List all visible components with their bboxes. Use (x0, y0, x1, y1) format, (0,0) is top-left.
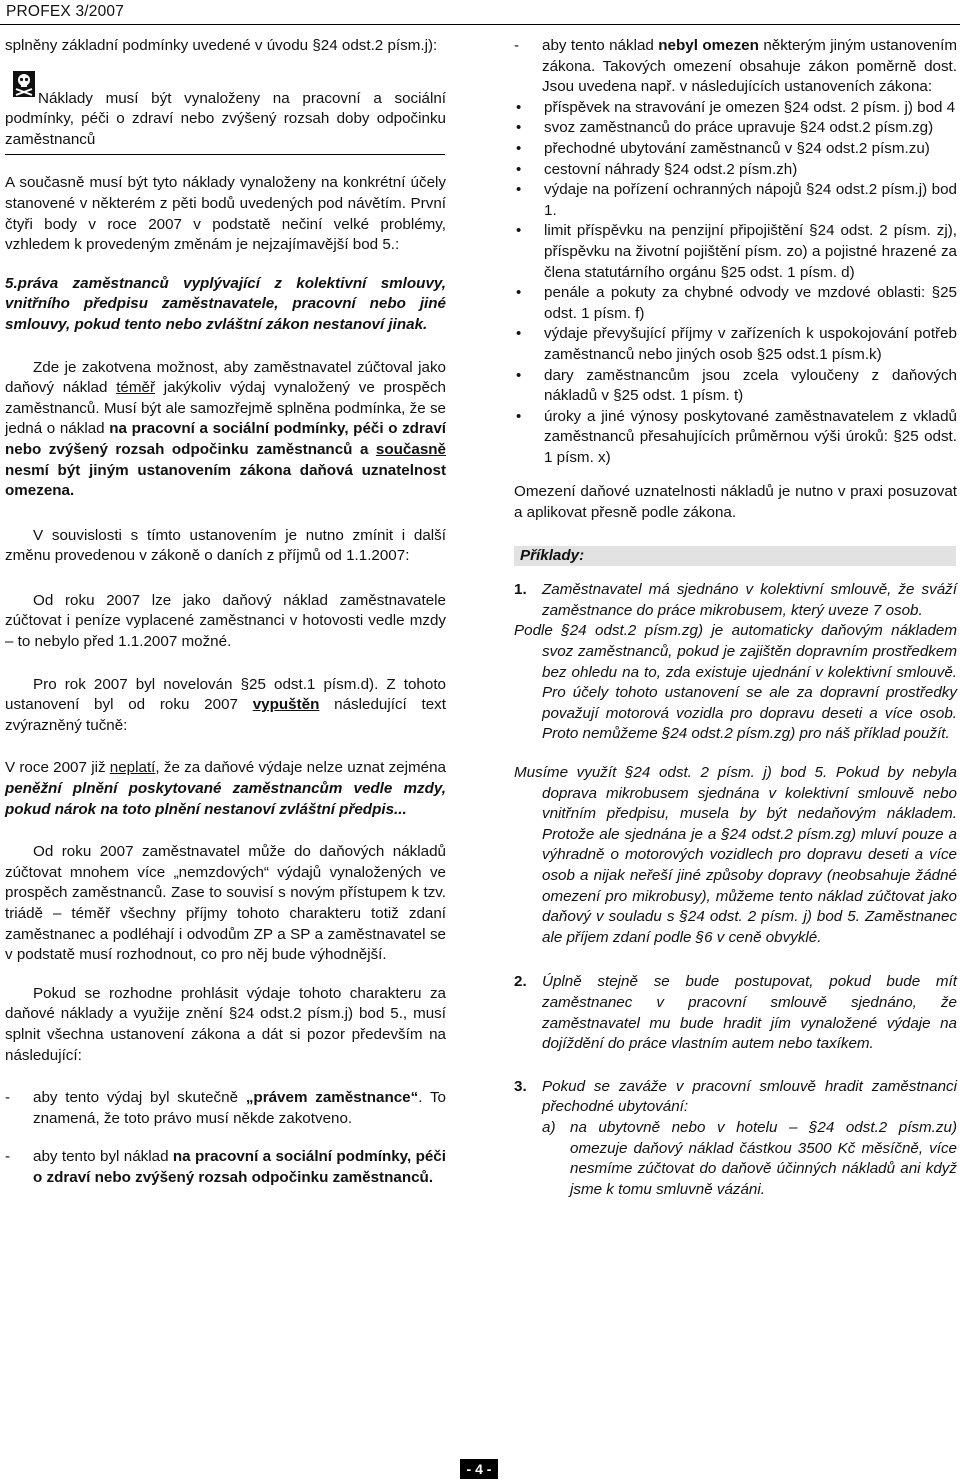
bold-text: nesmí být jiným ustanovením zákona daňová uznatelnost omezena. (5, 461, 446, 500)
bold-text: na pracovní a sociální podmínky, péči o zdraví nebo zvýšený rozsah odpočinku zaměstnanců a (5, 420, 446, 458)
text-span: V roce 2007 již (5, 759, 110, 777)
list-item: • cestovní náhrady §24 odst.2 písm.zh) (514, 160, 957, 181)
list-item: • příspěvek na stravování je omezen §24 odst. 2 písm. j) bod 4 (514, 98, 957, 119)
paragraph-cash: Od roku 2007 lze jako daňový náklad zaměstnavatele zúčtovat i peníze vyplacené zaměstnanci v hotovosti vedle mzdy – to nebylo před 1.1.2007 možné. (5, 591, 446, 651)
example-number: 1. (514, 581, 527, 599)
example-text: Úplně stejně se bude postupovat, pokud bude mít zaměstnanec v pracovní smlouvě sjednáno, že zaměstnavatel mu bude hradit jím vynaložené výdaje na dojíždění do práce vlastním autem nebo taxíkem. (542, 973, 957, 1053)
paragraph-nonwage: Od roku 2007 zaměstnavatel může do daňových nákladů zúčtovat mnohem více „nemzdových“ výdajů vynaložených ve prospěch zaměstnanců. Zase to souvisí s novým přístupem k tzv. triádě – téměř všechny příjmy tohoto charakteru totiž zdaní zaměstnanec a podléhají i odvodům ZP a SP a zaměstnavatel se v podstatě musí rozhodnout, co pro něj bude výhodnější. (5, 843, 446, 964)
list-item: • výdaje na pořízení ochranných nápojů §24 odst.2 písm.j) bod 1. (514, 180, 957, 221)
paragraph-limits: Omezení daňové uznatelnosti nákladů je nutno v praxi posuzovat a aplikovat přesně podle zákona. (514, 483, 957, 522)
example-item (514, 1077, 957, 1201)
bold-text: na pracovní a sociální podmínky, péči o zdraví nebo zvýšený rozsah odpočinku zaměstnanců. (33, 1148, 446, 1186)
condition-item (5, 1088, 446, 1129)
list-item: • výdaje převyšující příjmy v zařízeních k uspokojování potřeb zaměstnanců nebo jiných osob §25 odst.1 písm.k) (514, 324, 957, 365)
list-item: • přechodné ubytování zaměstnanců v §24 odst.2 písm.zu) (514, 139, 957, 160)
example-item (514, 580, 957, 621)
examples-heading: Příklady: (514, 546, 956, 567)
left-column (5, 36, 446, 1189)
paragraph-removed-text (5, 758, 446, 820)
text-span: Zde je zakotvena možnost, aby zaměstnavatel zúčtoval jako daňový náklad (5, 358, 446, 397)
condition-item (5, 1147, 446, 1188)
underlined-word: neplatí (109, 759, 156, 777)
list-item: • limit příspěvku na penzijní připojištění §24 odst. 2 písm. zj), příspěvku na životní pojištění písm. zo) a pojistné hrazené za člena statutárního orgánu §25 odst. 1 písm. d) (514, 221, 957, 283)
text-span: aby tento byl náklad (33, 1148, 173, 1166)
bold-italic-text: peněžní plnění poskytované zaměstnancům vedle mzdy, pokud nárok na toto plnění nestanoví zvláštní předpis... (5, 780, 446, 818)
list-item: • úroky a jiné výnosy poskytované zaměstnavatelem z vkladů zaměstnanců přesahujících průměrnou výši úroků: §25 odst. 1 písm. x) (514, 407, 957, 469)
text-span: aby tento výdaj byl skutečně (33, 1089, 246, 1107)
sub-item-text: na ubytovně nebo v hotelu – §24 odst.2 písm.zu) omezuje daňový náklad částkou 3500 Kč měsíčně, více nesmíme zúčtovat do daňově účinných nákladů ani když jsme k tomu smluvně vázáni. (570, 1118, 957, 1198)
text-span: některým jiným ustanovením zákona. Takových omezení obsahuje zákon poměrně dost. Jsou uvedena např. v následujících ustanoveních zákona: (542, 37, 958, 96)
underlined-word: téměř (116, 379, 156, 397)
page-number: - 4 - (460, 1459, 498, 1479)
sub-item (542, 1118, 957, 1200)
list-item: • dary zaměstnancům jsou zcela vyloučeny z daňových nákladů v §25 odst. 1 písm. t) (514, 366, 957, 407)
condition-item (514, 36, 957, 98)
warning-text: Náklady musí být vynaloženy na pracovní a sociální podmínky, péči o zdraví nebo zvýšený rozsah doby odpočinku zaměstnanců (5, 89, 446, 148)
bold-underlined-word: současně (375, 440, 446, 458)
right-column (514, 36, 957, 1200)
example-explanation: Podle §24 odst.2 písm.zg) je automaticky daňovým nákladem svoz zaměstnanců, pokud je zajištěn dopravním prostředkem bez ohledu na to, zda existuje ujednání v kolektivní smlouvě. Pro účely tohoto ustanovení se ale za dopravní prostředky považují motorová vozidla pro dopravu deseti a více osob. Proto nemůžeme §24 odst.2 písm.zg) pro náš příklad použít. (514, 622, 957, 743)
text-span: , že za daňové výdaje nelze uznat zejména (155, 759, 446, 777)
paragraph-amendment (5, 675, 446, 737)
bold-text: nebyl omezen (658, 37, 759, 54)
example-number: 2. (514, 973, 527, 991)
intro-paragraph: splněny základní podmínky uvedené v úvodu §24 odst.2 písm.j): (5, 37, 438, 54)
header-rule (0, 24, 960, 25)
dash-marker: - (5, 1089, 11, 1107)
bold-underlined-word: vypuštěn (252, 696, 320, 714)
text-span: . To znamená, že toto právo musí někde zakotveno. (33, 1089, 446, 1127)
examples-heading-wrap (514, 546, 957, 567)
sub-item-label: a) (542, 1118, 556, 1136)
skull-warning-icon (13, 71, 35, 97)
page-header (0, 0, 960, 22)
example-item (514, 972, 957, 1054)
example-text: Zaměstnavatel má sjednáno v kolektivní smlouvě, že sváží zaměstnance do práce mikrobusem, který uveze 7 osob. (542, 581, 957, 619)
point-5-heading: 5.práva zaměstnanců vyplývající z kolektivní smlouvy, vnitřního předpisu zaměstnavatele, pracovní nebo jiné smlouvy, pokud tento nebo zvláštní zákon nestanoví jinak. (5, 274, 446, 333)
publication-title: PROFEX 3/2007 (6, 3, 125, 20)
warning-block (5, 71, 446, 156)
list-item: • svoz zaměstnanců do práce upravuje §24 odst.2 písm.zg) (514, 118, 957, 139)
list-item: • penále a pokuty za chybné odvody ve mzdové oblasti: §25 odst. 1 písm. f) (514, 283, 957, 324)
paragraph-conditions: Pokud se rozhodne prohlásit výdaje tohoto charakteru za daňové náklady a využije znění §24 odst.2 písm.j) bod 5., musí splnit všechna ustanovení zákona a dát si pozor především na následující: (5, 984, 446, 1064)
paragraph-purposes: A současně musí být tyto náklady vynaloženy na konkrétní účely stanovené v některém z pěti bodů uvedených pod návětím. První čtyři body v roce 2007 v podstatě nečiní velké problémy, vzhledem k provedeným změnám je nejzajímavější bod 5.: (5, 174, 446, 254)
dash-marker: - (514, 37, 520, 54)
paragraph-context: V souvislosti s tímto ustanovením je nutno zmínit i další změnu provedenou v zákoně o daních z příjmů od 1.1.2007: (5, 526, 446, 565)
paragraph-deductible (5, 358, 446, 502)
text-span: aby tento náklad (542, 37, 659, 54)
text-span: následující text zvýrazněný tučně: (5, 696, 446, 734)
warning-rule (5, 154, 445, 155)
example-explanation: Musíme využít §24 odst. 2 písm. j) bod 5. Pokud by nebyla doprava mikrobusem sjednána v kolektivní smlouvě nebo vnitřním předpisu, musela by být nedaňovým nákladem. Protože ale sjednána je a §24 odst.2 písm.zg) mluví pouze a výhradně o motorových vozidlech pro dopravu deseti a více osob a nijak neřeší jiné způsoby dopravy (neobsahuje žádné omezení pro mikrobusy), můžeme tento náklad zúčtovat jako daňový v souladu s §24 odst. 2 písm. j) bod 5. Zaměstnanec ale příjem zdaní podle §6 v ceně obvyklé. (514, 764, 957, 946)
bold-text: „právem zaměstnance“ (245, 1089, 419, 1107)
text-span: Pro rok 2007 byl novelován §25 odst.1 písm.d). Z tohoto ustanovení byl od roku 2007 (5, 675, 446, 714)
dash-marker: - (5, 1148, 11, 1166)
text-span: jakýkoliv výdaj vynaložený ve prospěch zaměstnanců. Musí být ale samozřejmě splněna podmínka, že se jedná o náklad (5, 379, 446, 438)
limits-list (514, 98, 957, 469)
example-text: Pokud se zaváže v pracovní smlouvě hradit zaměstnanci přechodné ubytování: (542, 1077, 957, 1116)
example-number: 3. (514, 1077, 527, 1095)
